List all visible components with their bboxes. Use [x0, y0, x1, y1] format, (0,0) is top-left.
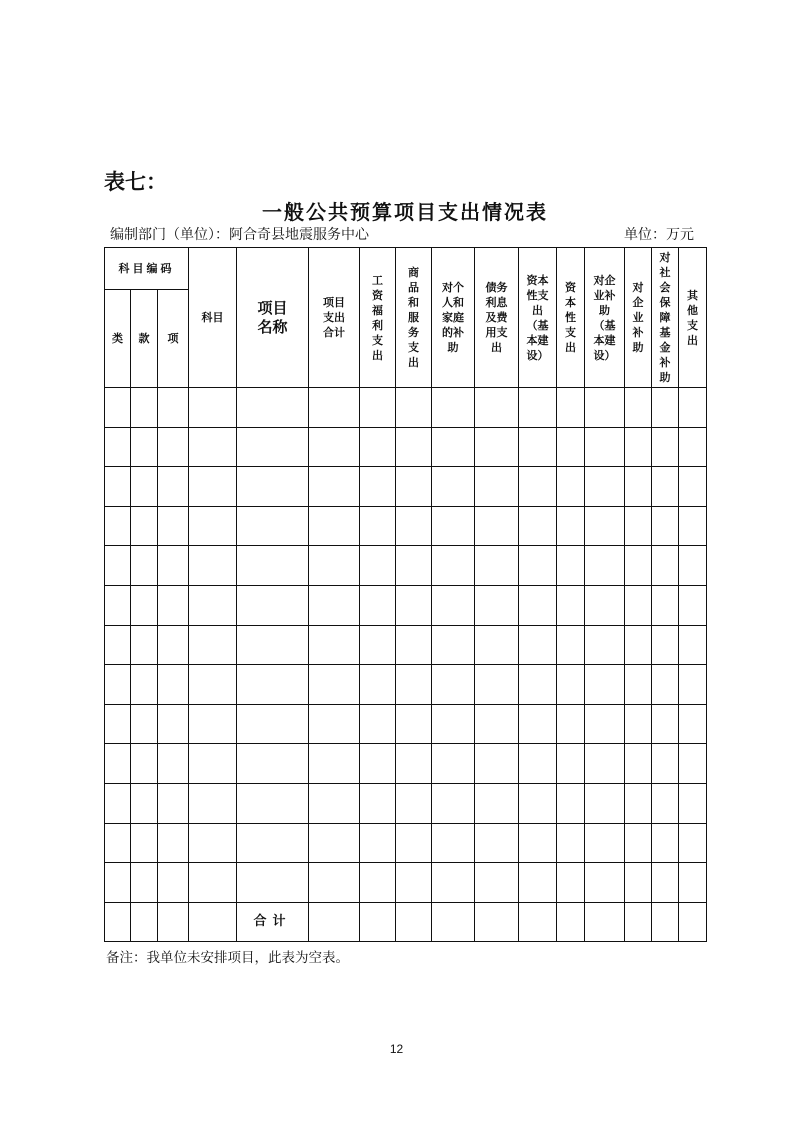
table-cell — [396, 783, 432, 823]
table-cell — [189, 427, 237, 467]
table-cell — [309, 704, 360, 744]
table-cell — [189, 823, 237, 863]
department-label: 编制部门（单位）：阿合奇县地震服务中心 — [110, 227, 369, 243]
table-cell — [105, 744, 131, 784]
table-cell — [475, 902, 519, 941]
table-cell — [237, 744, 309, 784]
table-cell — [189, 863, 237, 903]
table-cell — [585, 585, 625, 625]
table-cell — [432, 625, 475, 665]
table-cell — [557, 783, 585, 823]
table-cell — [652, 665, 679, 705]
table-cell — [189, 704, 237, 744]
project-name-header: 项目名称 — [237, 248, 309, 388]
capital-infrastructure-header: 资本性支出（基本建设） — [519, 248, 557, 388]
table-row — [105, 467, 707, 507]
table-cell — [475, 783, 519, 823]
table-cell — [189, 506, 237, 546]
table-cell — [158, 863, 189, 903]
table-cell — [158, 665, 189, 705]
table-cell — [679, 783, 707, 823]
subject-header: 科目 — [189, 248, 237, 388]
table-cell — [396, 546, 432, 586]
table-cell — [360, 546, 396, 586]
table-cell — [475, 546, 519, 586]
table-cell — [237, 467, 309, 507]
table-cell — [432, 585, 475, 625]
goods-services-header: 商品和服务支出 — [396, 248, 432, 388]
table-cell — [585, 863, 625, 903]
table-cell — [475, 585, 519, 625]
table-cell — [475, 625, 519, 665]
table-cell — [360, 388, 396, 428]
table-cell — [475, 665, 519, 705]
table-cell — [652, 467, 679, 507]
table-cell — [519, 665, 557, 705]
table-cell — [585, 506, 625, 546]
table-cell — [585, 783, 625, 823]
table-cell — [519, 704, 557, 744]
table-cell — [432, 427, 475, 467]
table-cell — [557, 744, 585, 784]
table-cell — [309, 427, 360, 467]
table-cell — [396, 823, 432, 863]
household-subsidy-header: 对个人和家庭的补助 — [432, 248, 475, 388]
table-cell — [557, 704, 585, 744]
table-cell — [679, 823, 707, 863]
project-total-header: 项目支出合计 — [309, 248, 360, 388]
table-cell — [585, 665, 625, 705]
table-row — [105, 823, 707, 863]
table-cell — [625, 744, 652, 784]
unit-label: 单位：万元 — [624, 227, 694, 243]
table-cell — [131, 506, 158, 546]
table-cell — [625, 665, 652, 705]
table-cell — [309, 665, 360, 705]
table-cell — [679, 704, 707, 744]
table-cell — [309, 506, 360, 546]
table-cell — [679, 665, 707, 705]
table-cell — [557, 388, 585, 428]
table-cell — [105, 625, 131, 665]
table-cell — [396, 902, 432, 941]
table-cell — [360, 625, 396, 665]
table-cell — [309, 546, 360, 586]
table-cell — [679, 467, 707, 507]
section-header: 款 — [131, 290, 158, 388]
table-cell — [475, 427, 519, 467]
table-cell — [519, 585, 557, 625]
table-cell — [396, 506, 432, 546]
table-cell — [679, 388, 707, 428]
table-cell — [432, 467, 475, 507]
table-cell — [557, 823, 585, 863]
table-cell — [519, 546, 557, 586]
table-cell — [432, 506, 475, 546]
table-cell — [360, 863, 396, 903]
table-cell — [557, 427, 585, 467]
table-row — [105, 625, 707, 665]
table-cell — [432, 665, 475, 705]
table-row — [105, 585, 707, 625]
table-cell — [105, 585, 131, 625]
table-cell — [309, 823, 360, 863]
table-cell — [557, 625, 585, 665]
item-header: 项 — [158, 290, 189, 388]
table-cell — [237, 427, 309, 467]
table-cell — [396, 863, 432, 903]
table-cell — [585, 744, 625, 784]
table-cell — [131, 625, 158, 665]
table-cell — [189, 467, 237, 507]
table-cell — [309, 863, 360, 903]
total-row — [105, 902, 707, 941]
table-cell — [396, 427, 432, 467]
table-body — [105, 388, 707, 942]
table-cell — [131, 665, 158, 705]
table-cell — [360, 783, 396, 823]
table-cell — [189, 546, 237, 586]
table-cell — [652, 506, 679, 546]
table-cell — [652, 902, 679, 941]
table-cell — [237, 506, 309, 546]
debt-interest-header: 债务利息及费用支出 — [475, 248, 519, 388]
table-cell — [396, 388, 432, 428]
table-cell — [625, 863, 652, 903]
table-cell — [237, 625, 309, 665]
table-cell — [309, 783, 360, 823]
table-cell — [625, 783, 652, 823]
table-cell — [432, 546, 475, 586]
table-cell — [360, 665, 396, 705]
table-cell — [158, 625, 189, 665]
table-cell — [189, 625, 237, 665]
meta-row — [110, 224, 694, 244]
table-cell — [679, 546, 707, 586]
table-row — [105, 665, 707, 705]
table-cell — [396, 704, 432, 744]
table-cell — [309, 467, 360, 507]
table-row — [105, 506, 707, 546]
category-header: 类 — [105, 290, 131, 388]
table-row — [105, 863, 707, 903]
table-cell — [189, 388, 237, 428]
table-cell — [475, 467, 519, 507]
table-cell — [652, 585, 679, 625]
table-cell — [189, 585, 237, 625]
table-cell — [158, 783, 189, 823]
table-number-label: 表七： — [104, 170, 167, 194]
table-cell — [519, 823, 557, 863]
table-cell — [652, 863, 679, 903]
table-cell — [557, 506, 585, 546]
table-cell — [679, 902, 707, 941]
table-cell — [131, 744, 158, 784]
table-cell — [679, 506, 707, 546]
table-cell — [105, 665, 131, 705]
table-cell — [158, 467, 189, 507]
salary-welfare-header: 工资福利支出 — [360, 248, 396, 388]
table-cell — [237, 388, 309, 428]
table-cell — [625, 506, 652, 546]
table-cell — [360, 506, 396, 546]
table-cell — [475, 823, 519, 863]
table-cell — [585, 467, 625, 507]
table-cell — [519, 625, 557, 665]
table-cell — [585, 427, 625, 467]
table-cell — [396, 625, 432, 665]
table-cell — [237, 823, 309, 863]
table-cell — [309, 902, 360, 941]
table-cell — [360, 902, 396, 941]
table-cell — [158, 546, 189, 586]
table-cell — [309, 388, 360, 428]
table-cell — [557, 467, 585, 507]
table-cell — [475, 863, 519, 903]
table-cell — [237, 783, 309, 823]
table-cell — [105, 546, 131, 586]
footnote: 备注：我单位未安排项目，此表为空表。 — [106, 950, 349, 966]
table-cell — [679, 744, 707, 784]
table-cell — [360, 823, 396, 863]
table-cell — [432, 704, 475, 744]
table-cell — [519, 427, 557, 467]
table-cell — [309, 744, 360, 784]
table-cell — [158, 506, 189, 546]
table-cell — [585, 823, 625, 863]
table-cell — [131, 467, 158, 507]
table-cell — [131, 902, 158, 941]
table-cell — [105, 783, 131, 823]
table-cell — [432, 388, 475, 428]
page-number: 12 — [389, 1042, 404, 1056]
table-cell — [309, 585, 360, 625]
table-cell — [519, 388, 557, 428]
table-cell — [475, 744, 519, 784]
table-cell — [237, 546, 309, 586]
budget-table — [104, 247, 707, 942]
table-cell — [396, 665, 432, 705]
table-cell — [237, 863, 309, 903]
table-cell — [625, 823, 652, 863]
table-cell — [625, 625, 652, 665]
table-cell — [625, 388, 652, 428]
table-cell — [105, 427, 131, 467]
table-cell — [432, 863, 475, 903]
table-cell — [131, 863, 158, 903]
table-cell — [585, 704, 625, 744]
capital-expenditure-header: 资本性支出 — [557, 248, 585, 388]
table-cell — [652, 783, 679, 823]
table-cell — [105, 823, 131, 863]
table-cell — [679, 863, 707, 903]
other-expenditure-header: 其他支出 — [679, 248, 707, 388]
table-cell — [158, 823, 189, 863]
table-cell — [519, 744, 557, 784]
total-label: 合计 — [237, 902, 309, 941]
table-cell — [131, 427, 158, 467]
table-cell — [131, 704, 158, 744]
table-cell — [396, 467, 432, 507]
table-cell — [652, 704, 679, 744]
table-cell — [652, 744, 679, 784]
table-cell — [189, 783, 237, 823]
table-cell — [158, 744, 189, 784]
table-cell — [652, 427, 679, 467]
table-cell — [625, 546, 652, 586]
table-cell — [519, 783, 557, 823]
table-row — [105, 546, 707, 586]
table-cell — [360, 744, 396, 784]
table-row — [105, 744, 707, 784]
table-cell — [432, 744, 475, 784]
table-cell — [432, 783, 475, 823]
table-cell — [652, 388, 679, 428]
table-cell — [519, 467, 557, 507]
table-cell — [189, 744, 237, 784]
table-cell — [625, 902, 652, 941]
table-cell — [652, 625, 679, 665]
table-cell — [360, 467, 396, 507]
table-cell — [432, 902, 475, 941]
table-cell — [360, 585, 396, 625]
table-cell — [652, 546, 679, 586]
table-cell — [131, 823, 158, 863]
table-cell — [475, 388, 519, 428]
table-cell — [396, 744, 432, 784]
table-cell — [679, 625, 707, 665]
enterprise-infrastructure-header: 对企业补助（基本建设） — [585, 248, 625, 388]
subject-code-header: 科目编码 — [105, 248, 189, 290]
table-cell — [158, 704, 189, 744]
table-cell — [158, 585, 189, 625]
table-cell — [625, 585, 652, 625]
table-cell — [158, 902, 189, 941]
table-cell — [475, 506, 519, 546]
table-cell — [625, 467, 652, 507]
table-cell — [475, 704, 519, 744]
table-cell — [105, 704, 131, 744]
enterprise-subsidy-header: 对企业补助 — [625, 248, 652, 388]
table-cell — [557, 585, 585, 625]
table-cell — [519, 902, 557, 941]
table-cell — [625, 427, 652, 467]
table-cell — [158, 388, 189, 428]
table-cell — [557, 546, 585, 586]
table-cell — [105, 863, 131, 903]
table-cell — [309, 625, 360, 665]
table-cell — [237, 585, 309, 625]
social-security-fund-header: 对社会保障基金补助 — [652, 248, 679, 388]
table-cell — [105, 902, 131, 941]
table-cell — [158, 427, 189, 467]
table-cell — [237, 704, 309, 744]
table-row — [105, 704, 707, 744]
table-row — [105, 783, 707, 823]
page-title: 一般公共预算项目支出情况表 — [262, 200, 548, 224]
table-cell — [131, 388, 158, 428]
table-cell — [105, 388, 131, 428]
table-cell — [360, 704, 396, 744]
table-cell — [557, 665, 585, 705]
table-cell — [585, 625, 625, 665]
table-cell — [432, 823, 475, 863]
table-cell — [625, 704, 652, 744]
table-cell — [652, 823, 679, 863]
table-cell — [519, 506, 557, 546]
table-cell — [585, 902, 625, 941]
table-cell — [679, 427, 707, 467]
table-cell — [237, 665, 309, 705]
table-cell — [585, 388, 625, 428]
table-cell — [557, 902, 585, 941]
table-cell — [360, 427, 396, 467]
table-cell — [679, 585, 707, 625]
table-cell — [189, 665, 237, 705]
table-cell — [131, 783, 158, 823]
table-cell — [557, 863, 585, 903]
table-cell — [189, 902, 237, 941]
table-cell — [105, 467, 131, 507]
table-cell — [396, 585, 432, 625]
table-row — [105, 388, 707, 428]
table-cell — [519, 863, 557, 903]
table-cell — [105, 506, 131, 546]
table-cell — [131, 585, 158, 625]
table-row — [105, 427, 707, 467]
table-cell — [585, 546, 625, 586]
table-cell — [131, 546, 158, 586]
